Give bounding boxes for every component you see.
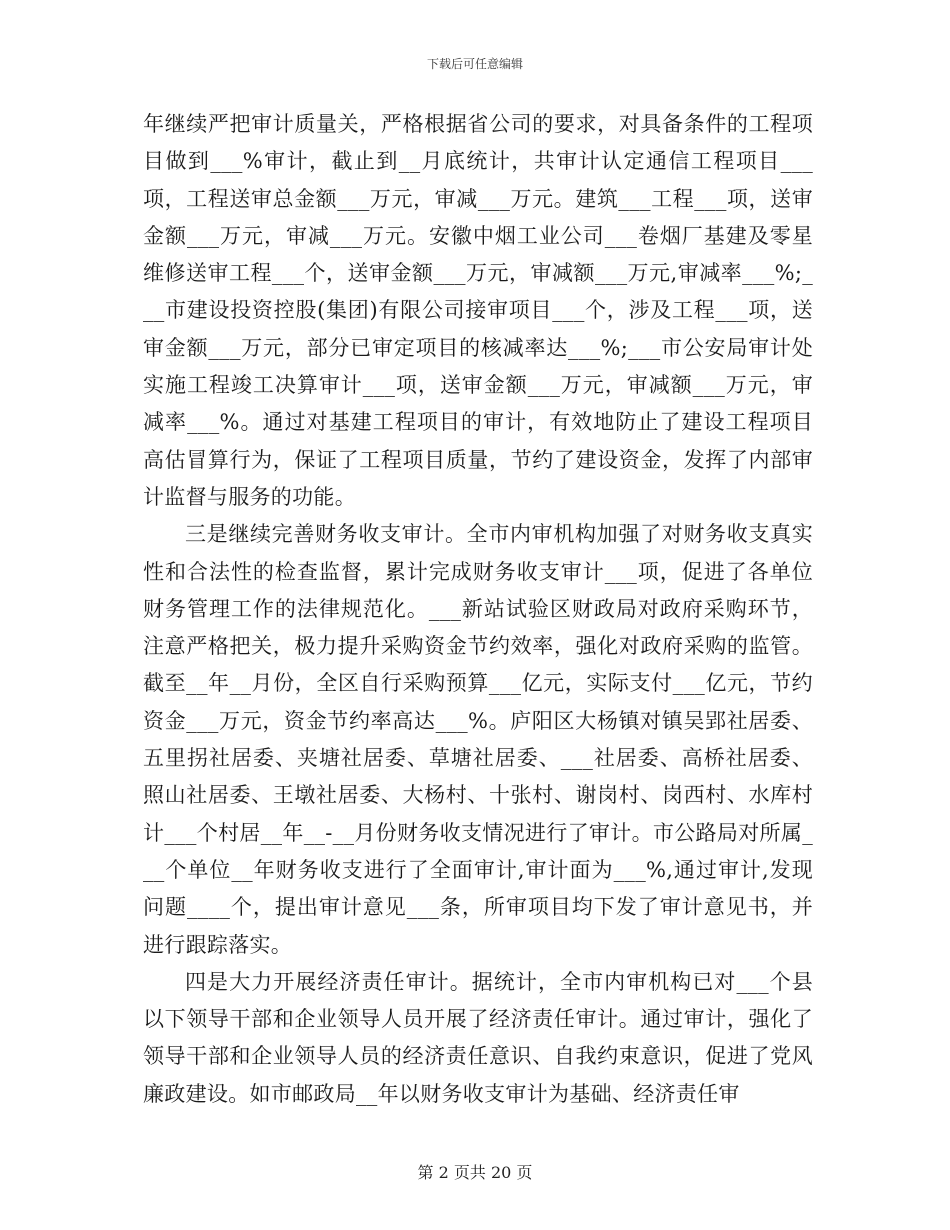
page-header: 下载后可任意编辑 (426, 57, 523, 71)
paragraph-economic-responsibility-audit: 四是大力开展经济责任审计。据统计，全市内审机构已对___个县以下领导干部和企业领导人员开展了经济责任审计。通过审计，强化了领导干部和企业领导人员的经济责任意识、自我约束意识，促进了党风廉政建设。如市邮政局__年以财务收支审计为基础、经济责任审 (143, 969, 813, 1106)
paragraph-engineering-audit: 年继续严把审计质量关，严格根据省公司的要求，对具备条件的工程项目做到___%审计，截止到__月底统计，共审计认定通信工程项目___项，工程送审总金额___万元，审减___万元。建筑___工程___项，送审金额___万元，审减___万元。安徽中烟工业公司___卷烟厂基建及零星维修送审工程___个，送审金额___万元，审减额___万元,审减率___%;___市建设投资控股(集团)有限公司接审项目___个，涉及工程___项，送审金额___万元，部分已审定项目的核减率达___%;___市公安局审计处实施工程竣工决算审计___项，送审金额___万元，审减额___万元，审减率___%。通过对基建工程项目的审计，有效地防止了建设工程项目高估冒算行为，保证了工程项目质量，节约了建设资金，发挥了内部审计监督与服务的功能。 (143, 112, 813, 509)
paragraph-financial-audit: 三是继续完善财务收支审计。全市内审机构加强了对财务收支真实性和合法性的检查监督，累计完成财务收支审计___项，促进了各单位财务管理工作的法律规范化。___新站试验区财政局对政府采购环节，注意严格把关，极力提升采购资金节约效率，强化对政府采购的监管。截至__年__月份，全区自行采购预算___亿元，实际支付___亿元，节约资金___万元，资金节约率高达___%。庐阳区大杨镇对镇吴郢社居委、五里拐社居委、夹塘社居委、草塘社居委、___社居委、高桥社居委、照山社居委、王墩社居委、大杨村、十张村、谢岗村、岗西村、水库村计___个村居__年__-__月份财务收支情况进行了审计。市公路局对所属___个单位__年财务收支进行了全面审计,审计面为___%,通过审计,发现问题____个，提出审计意见___条，所审项目均下发了审计意见书，并进行跟踪落实。 (143, 522, 813, 957)
page-number-footer: 第 2 页共 20 页 (417, 1163, 533, 1182)
document-body (143, 106, 813, 1113)
